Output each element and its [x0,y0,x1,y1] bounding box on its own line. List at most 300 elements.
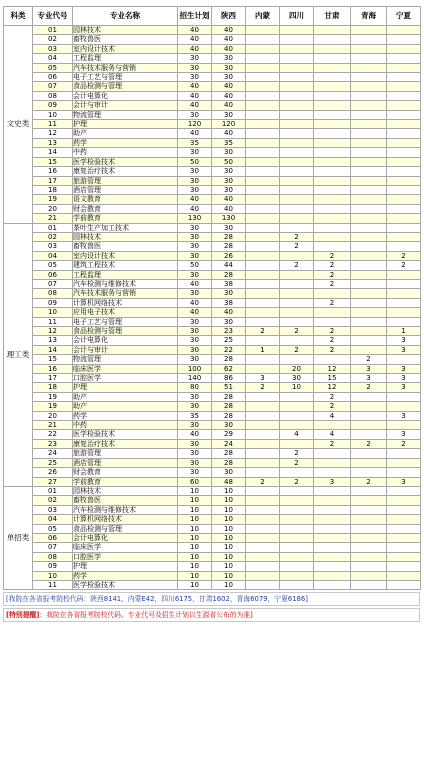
table-row [4,101,421,110]
table-row [4,449,421,458]
table-row [4,392,421,401]
gansu-cell [314,63,351,72]
ningxia-cell [387,176,421,185]
qinghai-cell [351,430,387,439]
major-cell: 计算机网络技术 [73,298,178,307]
neimeng-cell [246,204,280,213]
qinghai-cell [351,317,387,326]
ningxia-cell [387,289,421,298]
plan-cell: 10 [178,515,212,524]
plan-cell: 30 [178,176,212,185]
neimeng-cell [246,44,280,53]
code-cell: 12 [33,129,73,138]
neimeng-cell [246,251,280,260]
plan-cell: 30 [178,402,212,411]
ningxia-cell: 3 [387,411,421,420]
shaanxi-cell: 130 [212,214,246,223]
shaanxi-cell: 40 [212,195,246,204]
table-row [4,505,421,514]
sichuan-cell [280,110,314,119]
plan-cell: 140 [178,374,212,383]
neimeng-cell [246,232,280,241]
plan-cell: 30 [178,223,212,232]
shaanxi-cell: 30 [212,468,246,477]
code-cell: 11 [33,317,73,326]
plan-cell: 35 [178,138,212,147]
shaanxi-cell: 29 [212,430,246,439]
gansu-cell [314,129,351,138]
shaanxi-cell: 28 [212,232,246,241]
table-row [4,35,421,44]
neimeng-cell [246,223,280,232]
plan-cell: 40 [178,298,212,307]
sichuan-cell [280,468,314,477]
code-cell: 08 [33,91,73,100]
plan-cell: 130 [178,214,212,223]
ningxia-cell [387,308,421,317]
table-row [4,110,421,119]
shaanxi-cell: 30 [212,317,246,326]
sichuan-cell: 2 [280,327,314,336]
qinghai-cell [351,232,387,241]
gansu-cell [314,289,351,298]
ningxia-cell: 3 [387,364,421,373]
major-cell: 酒店管理 [73,185,178,194]
qinghai-cell [351,496,387,505]
qinghai-cell [351,195,387,204]
plan-cell: 30 [178,392,212,401]
neimeng-cell [246,308,280,317]
sichuan-cell [280,82,314,91]
neimeng-cell [246,129,280,138]
major-cell: 工程监理 [73,270,178,279]
sichuan-cell [280,44,314,53]
major-cell: 茶叶生产加工技术 [73,223,178,232]
major-cell: 医学检验技术 [73,580,178,589]
sichuan-cell [280,336,314,345]
table-row [4,468,421,477]
neimeng-cell [246,355,280,364]
ningxia-cell: 3 [387,345,421,354]
gansu-cell [314,317,351,326]
shaanxi-cell: 30 [212,167,246,176]
plan-cell: 40 [178,35,212,44]
major-cell: 园林技术 [73,486,178,495]
plan-cell: 30 [178,289,212,298]
gansu-cell [314,533,351,542]
table-row [4,421,421,430]
major-cell: 临床医学 [73,364,178,373]
code-cell: 22 [33,430,73,439]
gansu-cell [314,552,351,561]
gansu-cell: 12 [314,383,351,392]
qinghai-cell: 3 [351,374,387,383]
sichuan-cell: 20 [280,364,314,373]
neimeng-cell [246,364,280,373]
gansu-cell: 2 [314,261,351,270]
code-cell: 24 [33,449,73,458]
neimeng-cell: 2 [246,327,280,336]
neimeng-cell [246,148,280,157]
gansu-cell [314,138,351,147]
qinghai-cell [351,157,387,166]
gansu-cell [314,82,351,91]
code-cell: 09 [33,101,73,110]
ningxia-cell [387,54,421,63]
sichuan-cell: 2 [280,232,314,241]
code-cell: 27 [33,477,73,486]
sichuan-cell [280,270,314,279]
gansu-cell [314,204,351,213]
qinghai-cell [351,562,387,571]
major-cell: 医学检验技术 [73,157,178,166]
sichuan-cell [280,195,314,204]
table-row [4,261,421,270]
code-cell: 19 [33,392,73,401]
shaanxi-cell: 28 [212,458,246,467]
neimeng-cell [246,298,280,307]
sichuan-cell: 2 [280,477,314,486]
table-row [4,327,421,336]
table-row [4,289,421,298]
table-row [4,214,421,223]
gansu-cell: 2 [314,439,351,448]
sichuan-cell: 2 [280,458,314,467]
ningxia-cell [387,223,421,232]
major-cell: 食品检测与管理 [73,82,178,91]
plan-cell: 30 [178,345,212,354]
qinghai-cell [351,223,387,232]
plan-cell: 10 [178,562,212,571]
neimeng-cell [246,242,280,251]
sichuan-cell [280,439,314,448]
major-cell: 园林技术 [73,26,178,35]
plan-cell: 40 [178,308,212,317]
table-row [4,477,421,486]
neimeng-cell [246,562,280,571]
gansu-cell: 2 [314,336,351,345]
gansu-cell [314,35,351,44]
sichuan-cell [280,515,314,524]
qinghai-cell [351,54,387,63]
gansu-cell [314,458,351,467]
sichuan-cell [280,533,314,542]
neimeng-cell [246,505,280,514]
shaanxi-cell: 40 [212,26,246,35]
neimeng-cell [246,439,280,448]
qinghai-cell [351,289,387,298]
sichuan-cell [280,223,314,232]
sichuan-cell [280,185,314,194]
shaanxi-cell: 23 [212,327,246,336]
ningxia-cell [387,204,421,213]
major-cell: 室内设计技术 [73,44,178,53]
qinghai-cell [351,458,387,467]
shaanxi-cell: 10 [212,505,246,514]
major-cell: 会计与审计 [73,101,178,110]
qinghai-cell: 3 [351,364,387,373]
sichuan-cell [280,289,314,298]
plan-cell: 30 [178,439,212,448]
shaanxi-cell: 28 [212,411,246,420]
gansu-cell [314,543,351,552]
header-neimeng: 内蒙 [246,7,280,26]
gansu-cell [314,73,351,82]
major-cell: 园林技术 [73,232,178,241]
sichuan-cell [280,505,314,514]
gansu-cell [314,562,351,571]
plan-cell: 30 [178,242,212,251]
ningxia-cell: 2 [387,261,421,270]
neimeng-cell [246,468,280,477]
shaanxi-cell: 10 [212,533,246,542]
neimeng-cell [246,421,280,430]
table-row [4,298,421,307]
table-row [4,430,421,439]
code-cell: 13 [33,336,73,345]
neimeng-cell [246,430,280,439]
neimeng-cell [246,336,280,345]
table-row [4,411,421,420]
sichuan-cell [280,486,314,495]
qinghai-cell [351,449,387,458]
table-body [4,26,421,590]
code-cell: 01 [33,26,73,35]
shaanxi-cell: 28 [212,242,246,251]
shaanxi-cell: 22 [212,345,246,354]
shaanxi-cell: 40 [212,35,246,44]
table-row [4,571,421,580]
major-cell: 应用电子技术 [73,308,178,317]
plan-cell: 10 [178,533,212,542]
ningxia-cell [387,91,421,100]
gansu-cell: 2 [314,402,351,411]
plan-cell: 30 [178,251,212,260]
gansu-cell [314,157,351,166]
qinghai-cell [351,580,387,589]
plan-cell: 40 [178,26,212,35]
major-cell: 口腔医学 [73,552,178,561]
shaanxi-cell: 38 [212,298,246,307]
neimeng-cell [246,185,280,194]
shaanxi-cell: 38 [212,279,246,288]
gansu-cell: 2 [314,345,351,354]
code-cell: 08 [33,552,73,561]
plan-cell: 40 [178,129,212,138]
plan-cell: 30 [178,468,212,477]
shaanxi-cell: 10 [212,571,246,580]
neimeng-cell [246,176,280,185]
ningxia-cell: 3 [387,430,421,439]
plan-cell: 10 [178,524,212,533]
plan-cell: 50 [178,157,212,166]
plan-cell: 40 [178,204,212,213]
ningxia-cell [387,157,421,166]
qinghai-cell: 2 [351,477,387,486]
gansu-cell [314,54,351,63]
header-major: 专业名称 [73,7,178,26]
qinghai-cell [351,35,387,44]
ningxia-cell [387,232,421,241]
major-cell: 中药 [73,148,178,157]
qinghai-cell: 2 [351,383,387,392]
plan-cell: 30 [178,185,212,194]
code-cell: 23 [33,439,73,448]
sichuan-cell [280,157,314,166]
neimeng-cell [246,543,280,552]
major-cell: 旅游管理 [73,176,178,185]
neimeng-cell [246,458,280,467]
shaanxi-cell: 40 [212,129,246,138]
code-cell: 10 [33,308,73,317]
shaanxi-cell: 28 [212,270,246,279]
code-cell: 15 [33,157,73,166]
table-row [4,355,421,364]
plan-cell: 40 [178,44,212,53]
plan-cell: 40 [178,82,212,91]
qinghai-cell: 2 [351,355,387,364]
gansu-cell [314,505,351,514]
gansu-cell [314,232,351,241]
table-row [4,402,421,411]
ningxia-cell [387,355,421,364]
code-cell: 07 [33,82,73,91]
plan-cell: 60 [178,477,212,486]
neimeng-cell [246,73,280,82]
category-cell: 理工类 [4,223,33,486]
neimeng-cell [246,261,280,270]
qinghai-cell [351,261,387,270]
qinghai-cell [351,279,387,288]
code-cell: 20 [33,204,73,213]
shaanxi-cell: 40 [212,101,246,110]
plan-cell: 30 [178,148,212,157]
header-code: 专业代号 [33,7,73,26]
plan-cell: 30 [178,449,212,458]
ningxia-cell [387,214,421,223]
sichuan-cell [280,496,314,505]
ningxia-cell [387,449,421,458]
major-cell: 助产 [73,392,178,401]
qinghai-cell [351,505,387,514]
neimeng-cell: 3 [246,374,280,383]
plan-cell: 10 [178,505,212,514]
gansu-cell [314,486,351,495]
plan-cell: 30 [178,355,212,364]
table-row [4,515,421,524]
ningxia-cell [387,458,421,467]
code-cell: 16 [33,167,73,176]
sichuan-cell [280,26,314,35]
code-cell: 17 [33,374,73,383]
major-cell: 旅游管理 [73,449,178,458]
neimeng-cell [246,449,280,458]
qinghai-cell [351,214,387,223]
sichuan-cell [280,411,314,420]
sichuan-cell [280,402,314,411]
plan-cell: 40 [178,101,212,110]
code-cell: 02 [33,232,73,241]
code-cell: 14 [33,345,73,354]
major-cell: 护理 [73,120,178,129]
shaanxi-cell: 10 [212,562,246,571]
gansu-cell [314,148,351,157]
ningxia-cell [387,543,421,552]
neimeng-cell [246,157,280,166]
neimeng-cell [246,496,280,505]
sichuan-cell: 2 [280,345,314,354]
major-cell: 助产 [73,129,178,138]
sichuan-cell [280,524,314,533]
table-row [4,374,421,383]
neimeng-cell [246,110,280,119]
special-reminder-label: [特别提醒] [6,611,40,620]
table-row [4,364,421,373]
major-cell: 财会教育 [73,204,178,213]
sichuan-cell [280,91,314,100]
plan-cell: 50 [178,261,212,270]
qinghai-cell [351,345,387,354]
neimeng-cell [246,486,280,495]
ningxia-cell [387,242,421,251]
table-row [4,552,421,561]
code-cell: 09 [33,562,73,571]
ningxia-cell [387,496,421,505]
shaanxi-cell: 26 [212,251,246,260]
gansu-cell [314,101,351,110]
gansu-cell: 3 [314,477,351,486]
code-cell: 08 [33,289,73,298]
gansu-cell [314,515,351,524]
table-row [4,185,421,194]
table-row [4,204,421,213]
sichuan-cell [280,176,314,185]
plan-cell: 30 [178,232,212,241]
qinghai-cell [351,91,387,100]
neimeng-cell [246,580,280,589]
gansu-cell [314,223,351,232]
ningxia-cell: 2 [387,439,421,448]
code-cell: 05 [33,524,73,533]
gansu-cell [314,214,351,223]
table-row [4,251,421,260]
sichuan-cell [280,543,314,552]
neimeng-cell [246,101,280,110]
code-cell: 17 [33,176,73,185]
code-cell: 11 [33,120,73,129]
code-cell: 11 [33,580,73,589]
qinghai-cell [351,308,387,317]
neimeng-cell [246,167,280,176]
qinghai-cell [351,138,387,147]
ningxia-cell [387,392,421,401]
table-row [4,167,421,176]
plan-cell: 30 [178,110,212,119]
shaanxi-cell: 40 [212,308,246,317]
enrollment-plan-container [3,6,420,622]
major-cell: 工程监理 [73,54,178,63]
shaanxi-cell: 40 [212,44,246,53]
code-cell: 10 [33,110,73,119]
table-row [4,486,421,495]
ningxia-cell [387,533,421,542]
qinghai-cell [351,336,387,345]
plan-cell: 10 [178,486,212,495]
ningxia-cell [387,270,421,279]
plan-cell: 30 [178,327,212,336]
neimeng-cell [246,270,280,279]
category-cell: 单招类 [4,486,33,589]
